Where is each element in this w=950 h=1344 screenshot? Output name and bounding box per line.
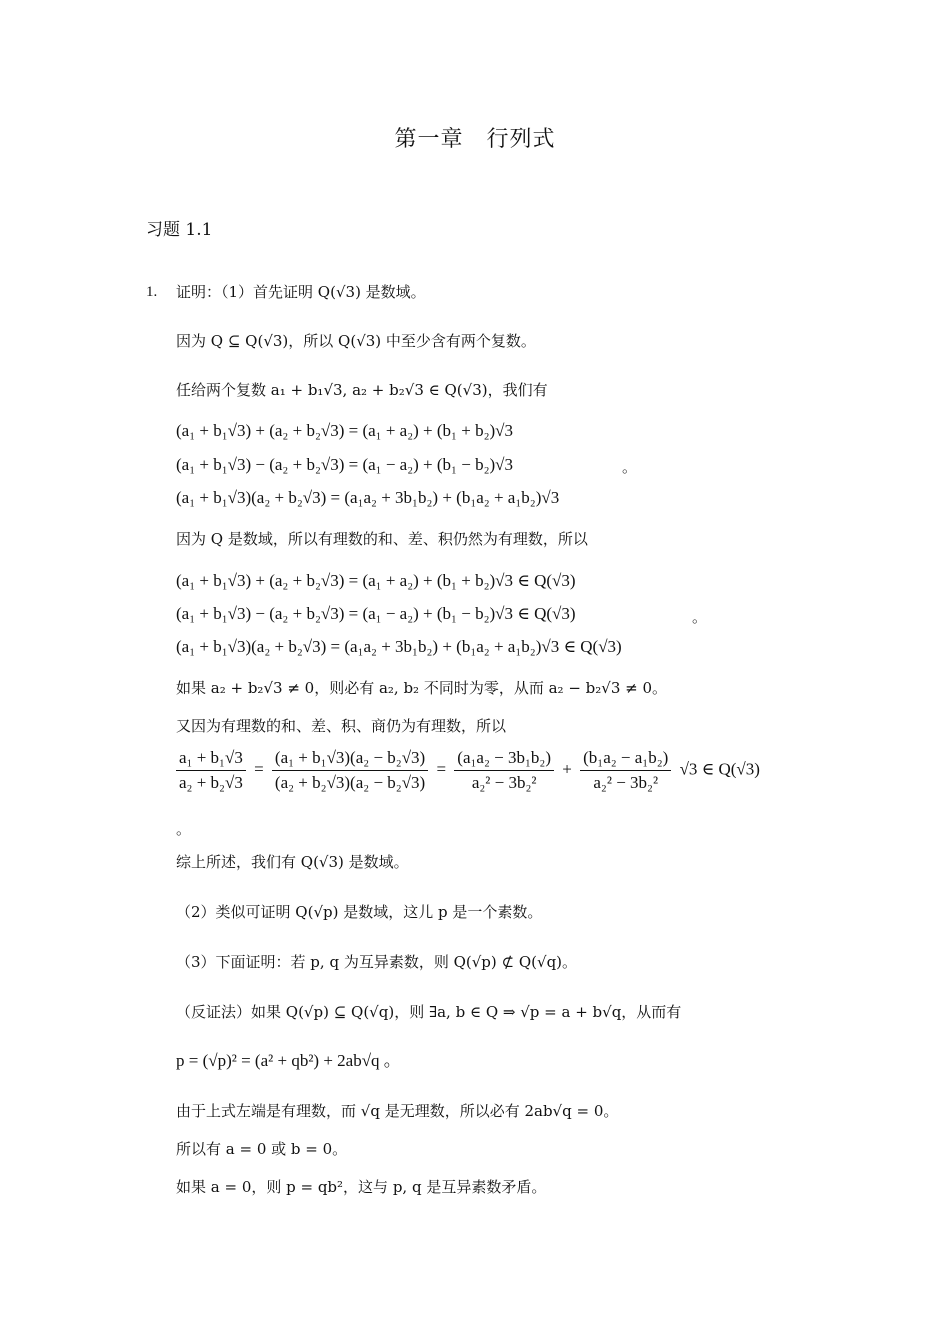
proof-line-3: 任给两个复数 a₁ + b₁√3, a₂ + b₂√3 ∈ Q(√3)，我们有 bbox=[176, 381, 548, 399]
fraction-2 bbox=[272, 748, 428, 793]
proof-line-4: 因为 Q 是数域，所以有理数的和、差、积仍然为有理数，所以 bbox=[176, 530, 588, 548]
fraction-1-numerator: a₁ + b₁√3 bbox=[176, 748, 246, 771]
chapter-title: 第一章 行列式 bbox=[394, 127, 556, 152]
fraction-2-numerator: (a₁ + b₁√3)(a₂ − b₂√3) bbox=[272, 748, 428, 771]
proof-line-2: 因为 Q ⊆ Q(√3)，所以 Q(√3) 中至少含有两个复数。 bbox=[176, 332, 536, 350]
fraction-3-numerator: (a₁a₂ − 3b₁b₂) bbox=[454, 748, 554, 771]
quotient-period: 。 bbox=[176, 820, 192, 838]
equation-difference: (a₁ + b₁√3) − (a₂ + b₂√3) = (a₁ − a₂) + (b₁ − b₂)√3 bbox=[176, 455, 513, 474]
equation-square: p = (√p)² = (a² + qb²) + 2ab√q 。 bbox=[176, 1051, 401, 1070]
equation-product-closed: (a₁ + b₁√3)(a₂ + b₂√3) = (a₁a₂ + 3b₁b₂) + (b₁a₂ + a₁b₂)√3 ∈ Q(√3) bbox=[176, 637, 622, 656]
equals-sign-2: = bbox=[436, 759, 447, 779]
fraction-4 bbox=[580, 748, 671, 793]
proof-line-10: （反证法）如果 Q(√p) ⊆ Q(√q)，则 ∃a, b ∈ Q ⇒ √p = a + b√q，从而有 bbox=[176, 1003, 682, 1021]
equation-difference-closed: (a₁ + b₁√3) − (a₂ + b₂√3) = (a₁ − a₂) + (b₁ − b₂)√3 ∈ Q(√3) bbox=[176, 604, 576, 623]
equation-sum: (a₁ + b₁√3) + (a₂ + b₂√3) = (a₁ + a₂) + (b₁ + b₂)√3 bbox=[176, 421, 513, 440]
proof-line-13: 如果 a = 0，则 p = qb²，这与 p, q 是互异素数矛盾。 bbox=[176, 1178, 547, 1196]
equation-sum-closed: (a₁ + b₁√3) + (a₂ + b₂√3) = (a₁ + a₂) + (b₁ + b₂)√3 ∈ Q(√3) bbox=[176, 571, 576, 590]
fraction-1 bbox=[176, 748, 246, 793]
fraction-1-denominator: a₂ + b₂√3 bbox=[179, 773, 243, 792]
proof-line-12: 所以有 a = 0 或 b = 0。 bbox=[176, 1140, 348, 1158]
problem-number: 1. bbox=[146, 284, 158, 300]
fraction-3-denominator: a₂² − 3b₂² bbox=[471, 773, 537, 792]
fraction-3 bbox=[454, 748, 554, 793]
proof-line-7: 综上所述，我们有 Q(√3) 是数域。 bbox=[176, 853, 409, 871]
proof-line-11: 由于上式左端是有理数，而 √q 是无理数，所以必有 2ab√q = 0。 bbox=[176, 1102, 619, 1120]
equation-block-period-2: 。 bbox=[692, 608, 708, 626]
section-title: 习题 1.1 bbox=[146, 220, 213, 240]
proof-line-1: 证明：（1）首先证明 Q(√3) 是数域。 bbox=[176, 283, 426, 301]
equation-block-period: 。 bbox=[622, 458, 638, 476]
proof-line-5: 如果 a₂ + b₂√3 ≠ 0，则必有 a₂, b₂ 不同时为零，从而 a₂ − b₂√3 ≠ 0。 bbox=[176, 679, 668, 697]
proof-line-9: （3）下面证明：若 p, q 为互异素数，则 Q(√p) ⊄ Q(√q)。 bbox=[176, 953, 578, 971]
equation-quotient bbox=[172, 748, 760, 793]
proof-line-6: 又因为有理数的和、差、积、商仍为有理数，所以 bbox=[176, 717, 507, 735]
quotient-tail: √3 ∈ Q(√3) bbox=[679, 759, 760, 779]
fraction-4-numerator: (b₁a₂ − a₁b₂) bbox=[580, 748, 671, 771]
plus-sign: + bbox=[562, 759, 572, 779]
equation-product: (a₁ + b₁√3)(a₂ + b₂√3) = (a₁a₂ + 3b₁b₂) + (b₁a₂ + a₁b₂)√3 bbox=[176, 488, 560, 507]
proof-line-8: （2）类似可证明 Q(√p) 是数域，这儿 p 是一个素数。 bbox=[176, 903, 543, 921]
fraction-4-denominator: a₂² − 3b₂² bbox=[593, 773, 659, 792]
equals-sign: = bbox=[254, 759, 264, 779]
fraction-2-denominator: (a₂ + b₂√3)(a₂ − b₂√3) bbox=[274, 773, 426, 792]
